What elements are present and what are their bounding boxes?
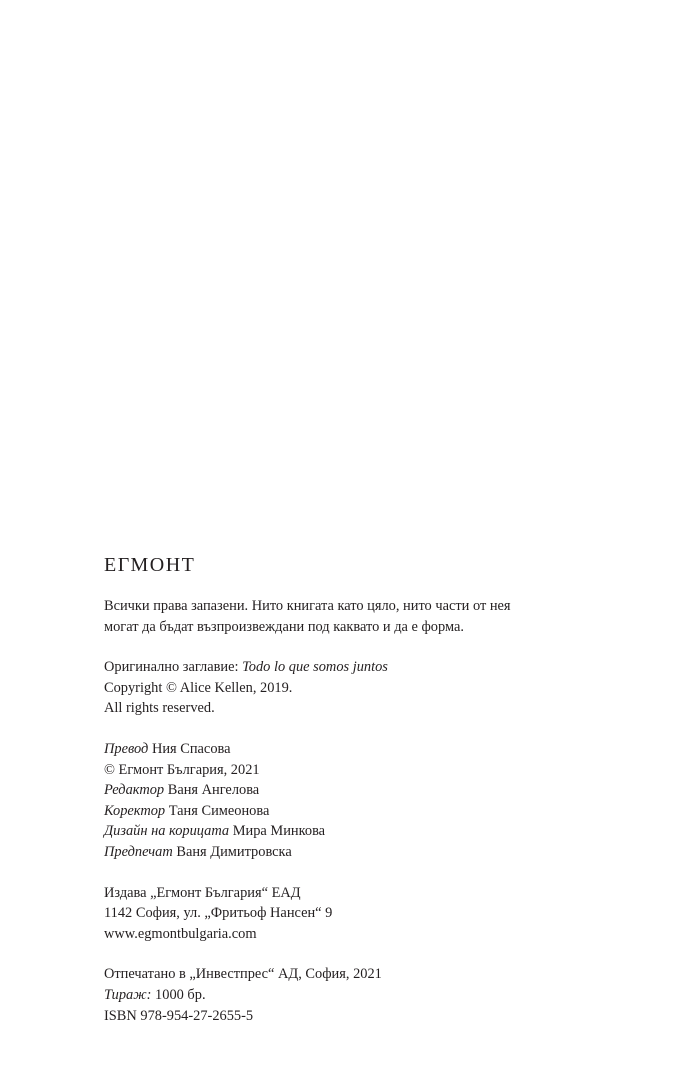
printed-by: Отпечатано в „Инвестпрес“ АД, София, 2021 <box>104 966 382 983</box>
isbn: ISBN 978-954-27-2655-5 <box>104 1007 254 1024</box>
credit-role: Редактор <box>104 782 165 799</box>
original-title-label: Оригинално заглавие: <box>104 659 239 676</box>
original-title-value: Todo lo que somos juntos <box>242 659 388 676</box>
credit-translation <box>104 739 664 760</box>
credit-name: Таня Симеонова <box>168 802 270 819</box>
credit-name: Ваня Димитровска <box>176 843 292 860</box>
credit-editor <box>104 780 664 801</box>
credit-role: Превод <box>104 740 149 757</box>
credit-cover-design <box>104 821 664 842</box>
rights-notice <box>104 596 664 637</box>
credit-role: Дизайн на корицата <box>104 823 230 840</box>
original-info <box>104 657 664 719</box>
credit-role: Предпечат <box>104 843 173 860</box>
rights-line-1: Всички права запазени. Нито книгата като цяло, нито части от нея <box>104 598 511 614</box>
colophon <box>104 554 664 1046</box>
publisher-logo: ЕГМОНТ <box>104 554 196 576</box>
printing-info <box>104 964 664 1026</box>
credit-proofreader <box>104 801 664 822</box>
copyright-line: Copyright © Alice Kellen, 2019. <box>104 679 293 696</box>
print-run <box>104 985 664 1006</box>
credit-prepress <box>104 842 664 863</box>
credit-role: Коректор <box>104 802 166 819</box>
credit-name: Мира Минкова <box>232 823 326 840</box>
original-title <box>104 657 664 678</box>
credit-name: Ваня Ангелова <box>167 782 260 799</box>
credit-name: © Егмонт България, 2021 <box>104 761 260 778</box>
print-run-label: Тираж: <box>104 986 152 1003</box>
print-run-value: 1000 бр. <box>155 986 206 1003</box>
publisher-info <box>104 883 664 945</box>
rights-line-2: могат да бъдат възпроизвеждани под каквато и да е форма. <box>104 618 464 635</box>
rights-reserved-line: All rights reserved. <box>104 700 215 717</box>
publisher-name: Издава „Егмонт България“ ЕАД <box>104 884 301 901</box>
credits <box>104 739 664 863</box>
publisher-website: www.egmontbulgaria.com <box>104 925 257 942</box>
credit-copyright <box>104 760 664 781</box>
credit-name: Ния Спасова <box>151 740 231 757</box>
publisher-address: 1142 София, ул. „Фритьоф Нансен“ 9 <box>104 905 333 922</box>
